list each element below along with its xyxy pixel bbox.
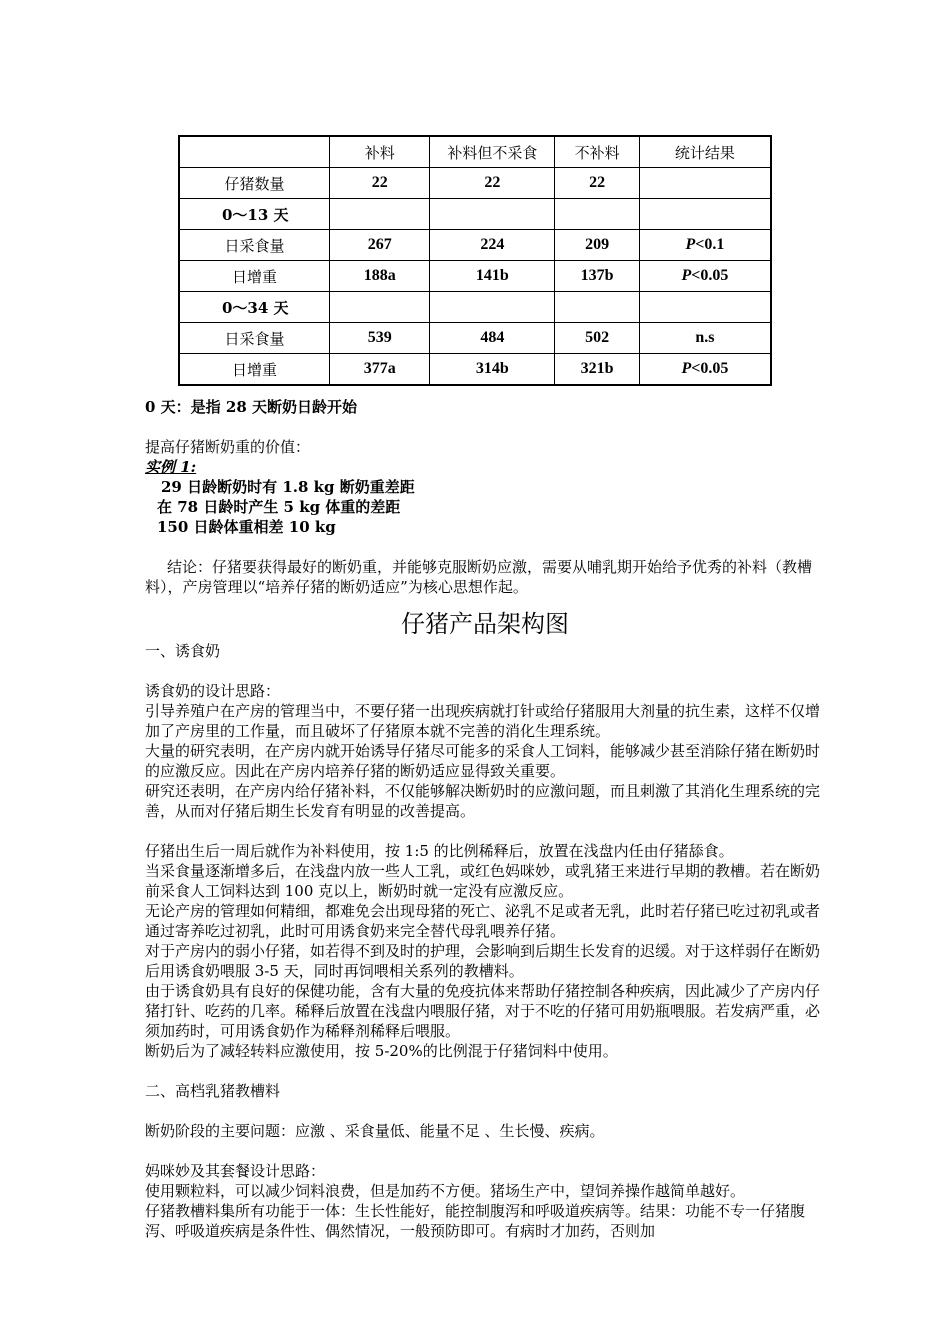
table-row [179, 323, 771, 354]
table-cell: 321b [555, 354, 639, 386]
paragraph: 仔猪教槽料集所有功能于一体：生长性能好，能控制腹泻和呼吸道疾病等。结果：功能不专一仔猪腹泻、呼吸道疾病是条件性、偶然情况，一般预防即可。有病时才加药，否则加 [145, 1202, 806, 1240]
table-row [179, 354, 771, 386]
table-header-cell: 补料但不采食 [430, 136, 555, 168]
table-cell: 209 [555, 230, 639, 261]
row-label: 日采食量 [179, 323, 330, 354]
table-row [179, 261, 771, 292]
example-line: 29 日龄断奶时有 1.8 kg 断奶重差距 [161, 478, 415, 496]
row-label: 仔猪数量 [179, 168, 330, 199]
paragraph: 引导养殖户在产房的管理当中，不要仔猪一出现疾病就打针或给仔猪服用大剂量的抗生素，这样不仅增加了产房里的工作量，而且破坏了仔猪原本就不完善的消化生理系统。 [145, 702, 821, 740]
feeding-trial-table [178, 135, 772, 386]
paragraph: 使用颗粒料，可以减少饲料浪费，但是加药不方便。猪场生产中，望饲养操作越简单越好。 [145, 1182, 746, 1200]
paragraph: 断奶后为了减轻转料应激使用，按 5-20%的比例混于仔猪饲料中使用。 [145, 1042, 618, 1060]
period-label: 0～34 天 [179, 292, 330, 323]
p-value: <0.05 [691, 267, 729, 284]
table-note: 0 天：是指 28 天断奶日龄开始 [145, 398, 357, 416]
page-title: 仔猪产品架构图 [401, 610, 569, 638]
table-cell: 137b [555, 261, 639, 292]
table-cell [555, 292, 639, 323]
p-value: <0.05 [691, 360, 729, 377]
table-row [179, 199, 771, 230]
example-label: 实例 1: [145, 458, 197, 476]
table-cell [430, 199, 555, 230]
p-value: <0.1 [695, 236, 725, 253]
paragraph: 大量的研究表明，在产房内就开始诱导仔猪尽可能多的采食人工饲料，能够减少甚至消除仔猪在断奶时的应激反应。因此在产房内培养仔猪的断奶适应显得致关重要。 [145, 742, 821, 780]
table-cell: n.s [639, 323, 771, 354]
table-cell: 377a [330, 354, 430, 386]
table-cell: 314b [430, 354, 555, 386]
table-cell [330, 292, 430, 323]
table-row [179, 168, 771, 199]
table-header-row [179, 136, 771, 168]
paragraph: 仔猪出生后一周后就作为补料使用，按 1:5 的比例稀释后，放置在浅盘内任由仔猪舔食。 [145, 842, 734, 860]
table-cell: 22 [555, 168, 639, 199]
table-cell [430, 292, 555, 323]
table-row [179, 230, 771, 261]
table-cell: 141b [430, 261, 555, 292]
paragraph: 当采食量逐渐增多后，在浅盘内放一些人工乳，或红色妈咪妙，或乳猪王来进行早期的教槽。若在断奶前采食人工饲料达到 100 克以上，断奶时就一定没有应激反应。 [145, 862, 821, 900]
table-cell: 22 [430, 168, 555, 199]
paragraph: 研究还表明，在产房内给仔猪补料，不仅能够解决断奶时的应激问题，而且刺激了其消化生理系统的完善，从而对仔猪后期生长发育有明显的改善提高。 [145, 782, 821, 820]
table-row [179, 292, 771, 323]
section-title: 二、高档乳猪教槽料 [145, 1082, 281, 1100]
p-symbol: P [685, 236, 696, 253]
table-cell [639, 199, 771, 230]
table-cell: 484 [430, 323, 555, 354]
table-cell: 502 [555, 323, 639, 354]
row-label: 日采食量 [179, 230, 330, 261]
table-cell: 22 [330, 168, 430, 199]
table-header-cell: 不补料 [555, 136, 639, 168]
row-label: 日增重 [179, 261, 330, 292]
paragraph: 断奶阶段的主要问题：应激 、采食量低、能量不足 、生长慢、疾病。 [145, 1122, 605, 1140]
table-cell [639, 292, 771, 323]
table-cell: 267 [330, 230, 430, 261]
table-cell: 224 [430, 230, 555, 261]
design-title: 诱食奶的设计思路： [145, 682, 281, 700]
table-header-cell: 统计结果 [639, 136, 771, 168]
paragraph: 由于诱食奶具有良好的保健功能，含有大量的免疫抗体来帮助仔猪控制各种疾病，因此减少了产房内仔猪打针、吃药的几率。稀释后放置在浅盘内喂服仔猪，对于不吃的仔猪可用奶瓶喂服。若发病严重，必须加药时，可用诱食奶作为稀释剂稀释后喂服。 [145, 982, 821, 1040]
design-title: 妈咪妙及其套餐设计思路： [145, 1162, 326, 1180]
table-cell [639, 168, 771, 199]
example-line: 在 78 日龄时产生 5 kg 体重的差距 [157, 498, 401, 516]
table-cell [330, 199, 430, 230]
value-title: 提高仔猪断奶重的价值： [145, 438, 311, 456]
paragraph: 对于产房内的弱小仔猪，如若得不到及时的护理，会影响到后期生长发育的迟缓。对于这样弱仔在断奶后用诱食奶喂服 3-5 天，同时再饲喂相关系列的教槽料。 [145, 942, 821, 980]
stat-cell [639, 354, 771, 386]
table-cell: 539 [330, 323, 430, 354]
row-label: 日增重 [179, 354, 330, 386]
stat-cell [639, 230, 771, 261]
paragraph: 无论产房的管理如何精细，都难免会出现母猪的死亡、泌乳不足或者无乳，此时若仔猪已吃过初乳或者通过寄养吃过初乳，此时可用诱食奶来完全替代母乳喂养仔猪。 [145, 902, 821, 940]
example-line: 150 日龄体重相差 10 kg [157, 518, 336, 536]
table-header-cell: 补料 [330, 136, 430, 168]
p-symbol: P [681, 360, 692, 377]
section-title: 一、诱食奶 [145, 642, 221, 660]
table-cell: 188a [330, 261, 430, 292]
stat-cell [639, 261, 771, 292]
body-text [145, 397, 825, 1241]
period-label: 0～13 天 [179, 199, 330, 230]
p-symbol: P [681, 267, 692, 284]
conclusion: 结论：仔猪要获得最好的断奶重，并能够克服断奶应激，需要从哺乳期开始给予优秀的补料（教槽料），产房管理以“培养仔猪的断奶适应”为核心思想作起。 [145, 558, 813, 596]
table-cell [555, 199, 639, 230]
table-header-cell [179, 136, 330, 168]
